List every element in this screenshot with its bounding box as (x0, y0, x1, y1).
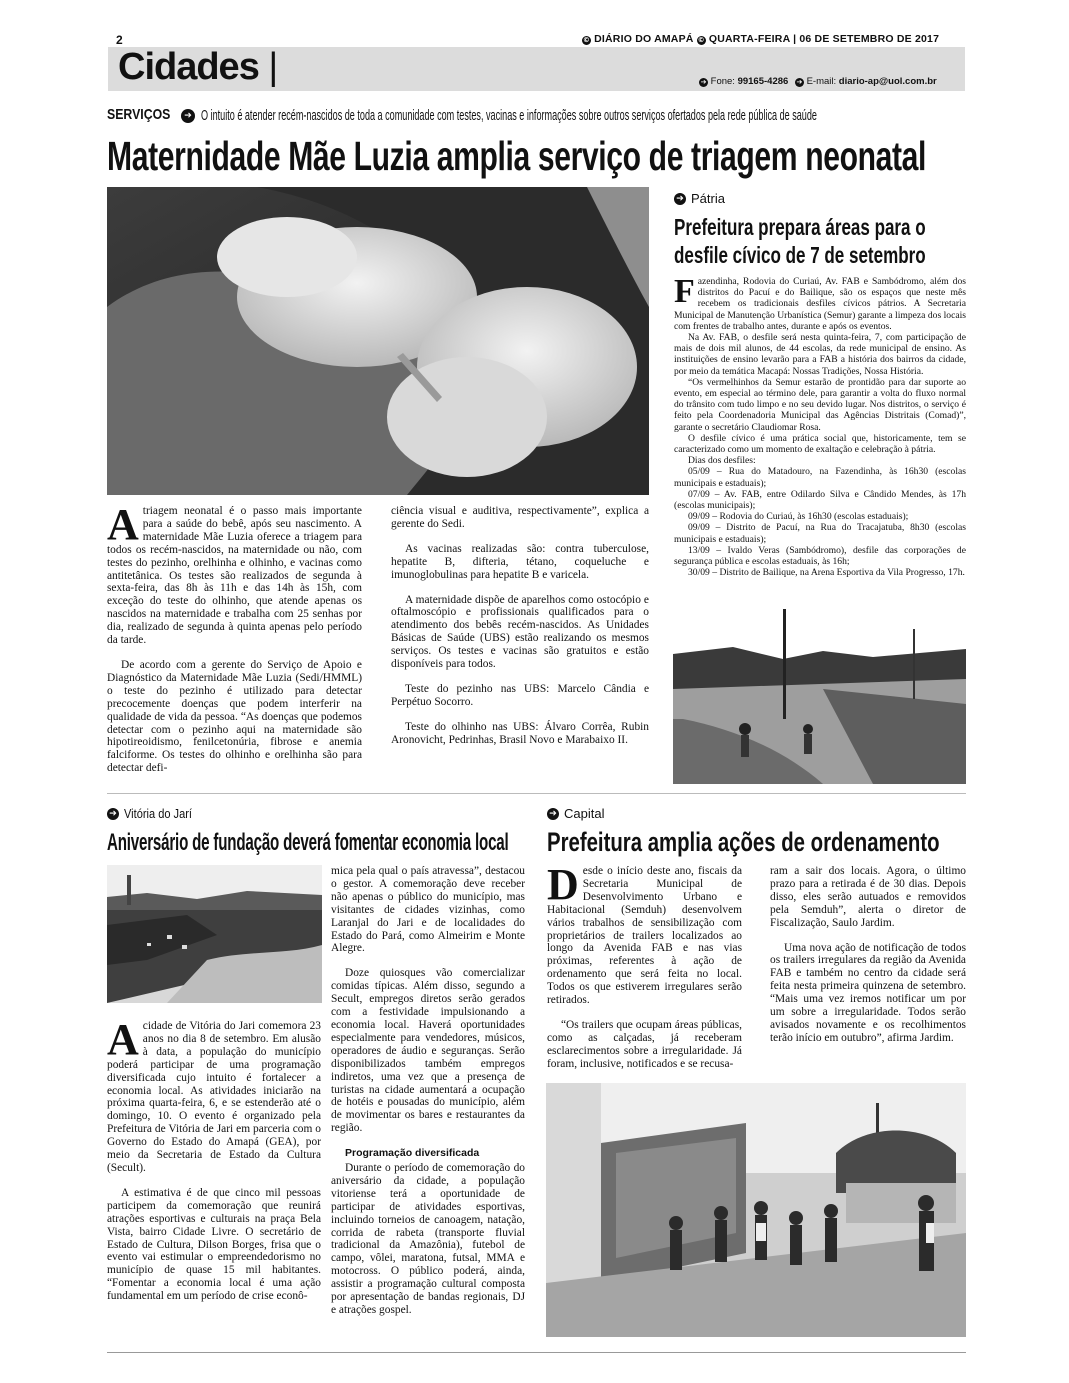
phone-number: 99165-4286 (737, 76, 789, 87)
bullet-icon: © (697, 36, 705, 44)
email-icon: ➔ (796, 78, 803, 86)
paragraph: esde o início deste ano, fiscais da Secretaria Municipal de Desenvolvimento Urbano e Habitacional (Semduh) desenvolvem vários trabalhos de sensibilização com proprietários de trailers localizados ao longo da Avenida FAB e nas vias próximas, referentes à ação de ordenamento que será feita no local. Todos os que estiverem irregulares serão retirados. (547, 865, 742, 1007)
capital-column-1 (547, 860, 742, 1083)
lead-column-1 (107, 500, 362, 787)
paragraph: triagem neonatal é o passo mais importante para a saúde do bebê, após seu nascimento. A maternidade Mãe Luzia oferece a triagem para todos os recém-nascidos, na maternidade ou não, com testes do pezinho, orelhinha e olhinho, e vacinas como antitetânica. Os testes são realizados de segunda à sexta-feira, das 8h às 11h e das 14h às 15h, com exceção do teste do olhinho, que atende apenas os nascidos na maternidade e trabalha com 25 senhas por dia, realizado de segunda à quinta apenas pelo período da tarde. (107, 505, 362, 647)
email-address[interactable]: diario-ap@uol.com.br (838, 76, 937, 87)
schedule-item: 09/09 – Rodovia do Curiaú, às 16h30 (escolas estaduais); (688, 511, 909, 523)
paragraph: “Os trailers que ocupam áreas públicas, como as calçadas, já receberam esclarecimentos sobre a irregularidade. Já foram, inclusive, notificados e se recusa- (547, 1018, 742, 1070)
jari-headline: Aniversário de fundação deverá fomentar economia local (107, 829, 509, 856)
drop-cap: F (674, 273, 695, 310)
schedule-item: 13/09 – Ivaldo Veras (Sambódromo), desfile das corporações de segurança pública e escolas estaduais, às 16h; (674, 544, 966, 568)
paragraph: mica pela qual o país atravessa”, destacou o gestor. A comemoração deve receber não apenas o público do município, mas visitantes de cidades vizinhas, como Laranjal do Jari e de localidades do Estado do Pará, como Almeirim e Monte Alegre. (331, 865, 525, 955)
neonatal-heel-test-photo (107, 187, 649, 495)
paragraph: “Os vermelhinhos da Semur estarão de prontidão para dar suporte ao evento, em especial ao término dele, para garantir a volta do fluxo normal do trânsito com tudo limpo e no seu devido lugar. Nos distritos, o serviço é feito pela Coordenadoria Municipal das Agências Distritais (Comad)”, garante o secretário Claudiomar Rosa. (674, 376, 966, 433)
capital-headline: Prefeitura amplia ações de ordenamento (547, 827, 940, 857)
paragraph: Uma nova ação de notificação de todos os trailers irregulares da região da Avenida FAB e também no centro da cidade será feita nesta primeira quinzena de setembro. “Mais uma vez iremos notificar um por um sobre a irregularidade. Todos serão avisados novamente e os recolhimentos terão início em outubro”, afirma Jardim. (770, 941, 966, 1044)
paragraph: As vacinas realizadas são: contra tuberculose, hepatite B, difteria, tétano, coqueluche e imunoglobulinas para hepatite B e varicela. (391, 542, 649, 581)
drop-cap: A (107, 500, 139, 549)
schedule-item: 09/09 – Distrito de Pacuí, na Rua do Tracajatuba, 8h30 (escolas municipais e estaduais); (674, 522, 966, 545)
paragraph: ram a sair dos locais. Agora, o último prazo para a retirada é de 30 dias. Depois disso, eles serão autuados e removidos pela Semduh”, alerta o diretor de Fiscalização, Saulo Jardim. (770, 865, 966, 929)
paragraph: ciência visual e auditiva, respectivamente”, explica a gerente do Sedi. (391, 505, 649, 530)
capital-column-2 (770, 865, 966, 1057)
jari-column-2 (331, 865, 525, 1329)
contact-line (699, 76, 937, 87)
arrow-icon: ➔ (181, 109, 195, 123)
paragraph: A estimativa é de que cinco mil pessoas participem da comemoração que reunirá atrações esportivas e culturais na praça Bela Vista, bairro Cidade Livre. O secretário de Estado de Cultura, Dilson Borges, frisa que o evento vai estimular o empreendedorismo no município de quase 15 mil habitantes. “Fomentar a economia local é uma ação fundamental em um período de crise econô- (107, 1186, 321, 1303)
phone-icon: ➔ (700, 78, 707, 86)
paragraph: Dias dos desfiles: (688, 455, 756, 467)
bullet-icon: © (582, 36, 591, 44)
arrow-icon: ➔ (107, 808, 119, 820)
schedule-item: 30/09 – Distrito de Bailique, na Arena Esportiva da Vila Progresso, 17h. (688, 567, 965, 579)
arrow-icon: ➔ (547, 808, 559, 820)
section-divider (107, 793, 966, 794)
paragraph: azendinha, Rodovia do Curiaú, Av. FAB e Sambódromo, além dos distritos do Pacuí e do Bailique, são os espaços que neste mês recebem os tradicionais desfiles cívicos pátrios. A Secretaria Municipal de Manutenção Urbanística (Semur) garante a limpeza dos locais com frentes de trabalho antes, durante e após os eventos. (674, 276, 966, 332)
paragraph: cidade de Vitória do Jari comemora 23 anos no dia 8 de setembro. Em alusão à data, a população do município poderá participar de uma programação diversificada cujo intuito é fortalecer a economia local. As atividades iniciarão na próxima quarta-feira, 6, e se estenderão até o domingo, 10. O evento é organizado pela Prefeitura de Vitória de Jari em parceria com o Governo do Estado do Amapá (GEA), por meio da Secretaria de Estado da Cultura (Secult). (107, 1020, 321, 1174)
bottom-rule (107, 1352, 966, 1353)
lead-deck-row (107, 106, 967, 126)
drop-cap: A (107, 1015, 139, 1064)
photo-illustration (107, 865, 322, 1003)
paragraph: O desfile cívico é uma prática social que, historicamente, tem se caracterizado como um momento de exaltação e celebração à pátria. (674, 432, 966, 456)
lead-column-2 (391, 505, 649, 759)
paragraph: De acordo com a gerente do Serviço de Apoio e Diagnóstico da Maternidade Mãe Luzia (Sedi/HMML) o teste do pezinho é utilizado para detectar precocemente doenças que podem interferir na qualidade de vida da pessoa. “As doenças que podemos detectar com o pezinho aqui na maternidade são hipotireoidismo, fenilcetonúria, fibrose e anemia falciforme. Os testes do olhinho e orelhinha são para detectar defi- (107, 658, 362, 775)
drop-cap: D (547, 860, 579, 909)
paper-name: DIÁRIO DO AMAPÁ (594, 33, 694, 45)
photo-illustration (673, 609, 966, 784)
email-label: E-mail: (806, 76, 837, 87)
lead-headline: Maternidade Mãe Luzia amplia serviço de triagem neonatal (107, 133, 926, 179)
patria-kicker: ➔ Pátria (674, 191, 725, 206)
jari-column-1 (107, 1015, 321, 1315)
photo-illustration (107, 187, 649, 495)
patria-body (674, 273, 966, 579)
paragraph: Na Av. FAB, o desfile será nesta quinta-feira, 7, com participação de mais de dois mil alunos, de 44 escolas, da rede municipal de ensino. As instituições de ensino levarão para a FAB a história dos bairros da cidade, por meio da temática Macapá: Nossas Tradições, Nossa História. (674, 332, 966, 377)
paragraph: A maternidade dispõe de aparelhos como ostocópio e oftalmoscópio e profissionais qualificados para o atendimento dos bebês recém-nascidos. As Unidades Básicas de Saúde (UBS) estão realizando os mesmos serviços. Os testes e vacinas são gratuitos e estão disponíveis para todos. (391, 593, 649, 671)
patria-headline-line1: Prefeitura prepara áreas para o (674, 214, 926, 240)
street-crowd-photo (546, 1083, 966, 1337)
paragraph: Teste do olhinho nas UBS: Álvaro Corrêa, Rubin Aronovicht, Pedrinhas, Brasil Novo e Marabaixo II. (391, 720, 649, 746)
capital-kicker: ➔ Capital (547, 806, 604, 821)
section-title: Cidades | (118, 46, 278, 88)
schedule-item: 07/09 – Av. FAB, entre Odilardo Silva e Cândido Mendes, às 17h (escolas municipais); (674, 488, 966, 512)
paragraph: Durante o período de comemoração do aniversário da cidade, a população vitoriense terá a oportunidade de participar de atividades esportivas, incluindo torneios de canoagem, natação, corrida de rabeta (transporte fluvial tradicional da Amazônia), futebol de campo, vôlei, maratona, futsal, MMA e motocross. O público poderá, ainda, assistir a programação cultural composta por apresentação de bandas regionais, DJ e atrações gospel. (331, 1162, 525, 1316)
phone-label: Fone: (710, 76, 735, 87)
road-cleaning-photo (673, 609, 966, 784)
patria-headline-line2: desfile cívico de 7 de setembro (674, 242, 926, 268)
subheading: Programação diversificada (345, 1147, 480, 1160)
page-number: 2 (116, 33, 123, 47)
lead-deck: O intuito é atender recém-nascidos de toda a comunidade com testes, vacinas e informações sobre outros serviços ofertados pela rede pública de saúde (201, 107, 817, 124)
arrow-icon: ➔ (674, 193, 686, 205)
schedule-item: 05/09 – Rua do Matadouro, na Fazendinha, às 16h30 (escolas municipais e estaduais); (674, 466, 966, 489)
photo-illustration (546, 1083, 966, 1337)
lead-kicker: SERVIÇOS (107, 106, 171, 123)
dateline (582, 33, 939, 45)
aerial-city-river-photo (107, 865, 322, 1003)
paragraph: Doze quiosques vão comercializar comidas típicas. Além disso, segundo a Secult, empregos diretos serão gerados com a festividade impulsionando a economia local. Haverá oportunidades especialmente para vendedores, músicos, operadores de áudio e seguranças. Serão disponibilizados também empregos indiretos, uma vez que a presença de turistas na cidade aumentará a ocupação de hotéis e pousadas do município, além de movimentar os bares e restaurantes da região. (331, 967, 525, 1135)
paragraph: Teste do pezinho nas UBS: Marcelo Cândia e Perpétuo Socorro. (391, 682, 649, 708)
issue-date: QUARTA-FEIRA | 06 DE SETEMBRO DE 2017 (708, 33, 940, 45)
jari-kicker: ➔ Vitória do Jarí (107, 806, 204, 821)
